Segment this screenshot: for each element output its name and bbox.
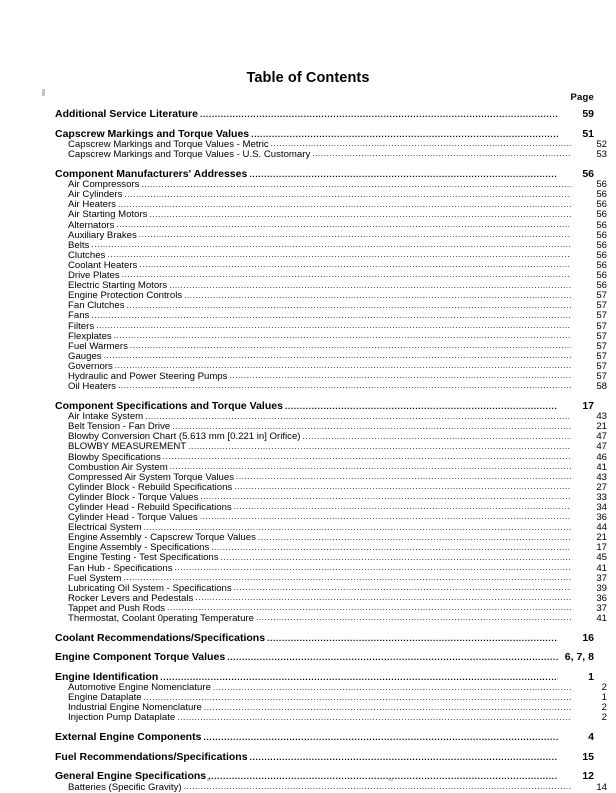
toc-entry-page-number: 57 <box>596 330 607 342</box>
toc-entry-label: Coolant Recommendations/Specifications <box>55 631 266 644</box>
toc-leader-dots <box>229 372 571 380</box>
toc-entry-page-number: 36 <box>596 592 607 604</box>
toc-leader-dots <box>234 584 571 592</box>
toc-leader-dots <box>127 302 571 310</box>
toc-entry-label: Electric Starting Motors <box>68 280 168 292</box>
toc-subsection-entry[interactable] <box>55 291 607 301</box>
toc-entry-label: Cylinder Block - Rebuild Specifications <box>68 481 233 493</box>
toc-subsection-entry[interactable] <box>55 442 607 452</box>
toc-leader-dots <box>184 292 571 300</box>
toc-entry-label: Component Specifications and Torque Values <box>55 399 283 412</box>
toc-entry-label: Alternators <box>68 219 115 231</box>
toc-entry-label: Engine Component Torque Values <box>55 651 226 664</box>
toc-leader-dots <box>234 483 571 491</box>
toc-leader-dots <box>195 594 571 602</box>
toc-entry-label: Air Starting Motors <box>68 209 148 221</box>
toc-subsection-entry[interactable] <box>55 483 607 493</box>
toc-subsection-entry[interactable] <box>55 382 607 392</box>
toc-entry-label: Capscrew Markings and Torque Values - Metric <box>68 139 269 150</box>
toc-entry-label: Drive Plates <box>68 270 120 282</box>
toc-entry-page-number: 56 <box>596 179 607 191</box>
toc-subsection-entry[interactable] <box>55 564 607 574</box>
toc-entry-page-number: 34 <box>596 502 607 513</box>
toc-leader-dots <box>96 322 571 330</box>
toc-chapter-entry[interactable] <box>55 633 594 644</box>
toc-chapter-entry[interactable] <box>55 401 594 412</box>
toc-entry-label: Gauges <box>68 350 102 362</box>
toc-leader-dots <box>170 463 571 471</box>
toc-leader-dots <box>184 783 571 791</box>
toc-entry-label: Cylinder Head - Torque Values <box>68 512 198 524</box>
toc-entry-page-number: 27 <box>596 481 607 493</box>
toc-entry-page-number: 56 <box>582 167 594 180</box>
toc-subsection-entry[interactable] <box>55 372 607 382</box>
toc-entry-page-number: 57 <box>596 310 607 322</box>
toc-leader-dots <box>163 453 571 461</box>
toc-subsection-entry[interactable] <box>55 301 607 311</box>
page-column-header: Page <box>570 92 594 103</box>
toc-entry-label: Coolant Heaters <box>68 259 138 271</box>
toc-leader-dots <box>172 423 571 431</box>
toc-entry-label: Fan Clutches <box>68 300 125 312</box>
toc-entry-label: Engine Assembly - Specifications <box>68 542 210 554</box>
toc-leader-dots <box>116 221 571 229</box>
toc-entry-page-number: 56 <box>596 209 607 221</box>
toc-entry-page-number: 57 <box>596 320 607 332</box>
toc-entry-page-number: 1 <box>601 692 607 704</box>
toc-leader-dots <box>91 312 571 320</box>
toc-entry-label: Blowby Specifications <box>68 451 161 463</box>
toc-chapter-entry[interactable] <box>55 169 594 180</box>
toc-subsection-entry[interactable] <box>55 594 607 604</box>
toc-entry-label: Filters <box>68 320 95 332</box>
toc-entry-page-number: 51 <box>582 127 594 140</box>
toc-leader-dots <box>267 634 558 643</box>
toc-subsection-entry[interactable] <box>55 180 607 190</box>
toc-subsection-entry[interactable] <box>55 453 607 463</box>
toc-leader-dots <box>258 534 571 542</box>
toc-entry-page-number: 57 <box>596 370 607 382</box>
toc-leader-dots <box>250 753 558 762</box>
toc-entry-page-number: 37 <box>596 602 607 614</box>
toc-subsection-entry[interactable] <box>55 210 607 220</box>
toc-entry-page-number: 21 <box>596 532 607 544</box>
toc-entry-label: Capscrew Markings and Torque Values - U.S. Customary <box>68 149 311 161</box>
toc-entry-label: Flexplates <box>68 330 112 342</box>
toc-leader-dots <box>118 201 571 209</box>
toc-leader-dots <box>139 261 571 269</box>
toc-leader-dots <box>271 140 571 148</box>
toc-leader-dots <box>144 694 571 702</box>
toc-leader-dots <box>200 110 558 119</box>
toc-entry-label: Thermostat, Coolant 0perating Temperature <box>68 613 254 625</box>
toc-subsection-entry[interactable] <box>55 221 607 231</box>
toc-leader-dots <box>145 413 571 421</box>
toc-entry-page-number: 56 <box>596 239 607 251</box>
toc-entry-label: Cylinder Head - Rebuild Specifications <box>68 502 232 513</box>
toc-subsection-entry[interactable] <box>55 574 607 584</box>
scan-artifact-speck <box>42 89 45 96</box>
toc-entry-page-number: 56 <box>596 199 607 211</box>
toc-entry-page-number: 41 <box>596 562 607 574</box>
toc-entry-page-number: 57 <box>596 290 607 302</box>
toc-leader-dots <box>141 181 571 189</box>
toc-chapter-entry[interactable] <box>55 752 594 763</box>
toc-entry-label: General Engine Specifications <box>55 770 207 782</box>
toc-entry-page-number: 1 <box>588 670 594 683</box>
toc-leader-dots <box>256 614 571 622</box>
toc-entry-page-number: 57 <box>596 360 607 372</box>
toc-entry-label: Air Heaters <box>68 199 116 211</box>
toc-leader-dots <box>124 191 571 199</box>
toc-leader-dots <box>251 130 558 139</box>
toc-subsection-entry[interactable] <box>55 261 607 271</box>
toc-leader-dots <box>177 714 571 722</box>
toc-entry-label: Compressed Air System Torque Values <box>68 471 235 483</box>
toc-subsection-entry[interactable] <box>55 473 607 483</box>
toc-entry-page-number: 58 <box>596 381 607 393</box>
toc-leader-dots <box>203 733 558 742</box>
toc-subsection-entry[interactable] <box>55 614 607 624</box>
toc-entry-label: Belts <box>68 239 90 251</box>
toc-entry-page-number: 4 <box>588 731 594 743</box>
toc-entry-label: External Engine Components <box>55 731 202 743</box>
toc-entry-label: Clutches <box>68 249 106 261</box>
toc-entry-label: Belt Tension - Fan Drive <box>68 421 171 433</box>
toc-subsection-entry[interactable] <box>55 200 607 210</box>
toc-entry-label: Hydraulic and Power Steering Pumps <box>68 370 228 382</box>
toc-subsection-entry[interactable] <box>55 322 607 332</box>
toc-leader-dots <box>249 170 558 179</box>
toc-entry-page-number: 53 <box>596 149 607 161</box>
toc-entry-label: Capscrew Markings and Torque Values <box>55 127 250 140</box>
toc-leader-dots <box>149 211 571 219</box>
toc-subsection-entry[interactable] <box>55 332 607 342</box>
toc-entry-label: Combustion Air System <box>68 461 168 473</box>
toc-entry-label: Engine Identification <box>55 670 159 683</box>
toc-entry-page-number: 59 <box>582 108 594 120</box>
toc-entry-page-number: 33 <box>596 491 607 503</box>
toc-leader-dots <box>227 653 558 662</box>
toc-leader-dots <box>302 433 571 441</box>
toc-leader-dots <box>122 271 571 279</box>
toc-chapter-entry[interactable] <box>55 109 594 120</box>
toc-entry-page-number: 56 <box>596 280 607 292</box>
toc-entry-label: Automotive Engine Nomenclature <box>68 682 211 694</box>
toc-entry-page-number: 47 <box>596 431 607 443</box>
toc-entry-label: Air Intake System <box>68 411 144 423</box>
toc-entry-page-number: 46 <box>596 451 607 463</box>
toc-leader-dots <box>200 513 571 521</box>
toc-entry-page-number: 12 <box>582 770 594 782</box>
toc-entry-page-number: 15 <box>582 750 594 763</box>
toc-leader-dots <box>91 241 571 249</box>
toc-entry-page-number: 52 <box>596 139 607 150</box>
toc-leader-dots <box>167 604 571 612</box>
toc-entry-page-number: 56 <box>596 259 607 271</box>
toc-entry-label: Engine Assembly - Capscrew Torque Values <box>68 532 256 544</box>
toc-leader-dots <box>234 503 571 511</box>
toc-entry-label: Batteries (Specific Gravity) <box>68 781 182 793</box>
toc-entry-page-number: 57 <box>596 300 607 312</box>
toc-leader-dots <box>211 544 571 552</box>
toc-entry-label: Blowby Conversion Chart (5.613 mm [0.221 in] Orifice) <box>68 431 301 443</box>
toc-entry-label: Air Cylinders <box>68 189 123 201</box>
toc-entry-page-number: 56 <box>596 270 607 282</box>
toc-subsection-entry[interactable] <box>55 783 607 793</box>
toc-leader-dots <box>236 473 571 481</box>
toc-leader-dots <box>221 554 571 562</box>
toc-entry-page-number: 43 <box>596 411 607 423</box>
toc-entry-page-number: 57 <box>596 350 607 362</box>
toc-subsection-entry[interactable] <box>55 553 607 563</box>
toc-subsection-entry[interactable] <box>55 342 607 352</box>
toc-entry-page-number: 14 <box>596 781 607 793</box>
toc-leader-dots <box>175 564 571 572</box>
toc-leader-dots <box>144 524 571 532</box>
toc-subsection-entry[interactable] <box>55 463 607 473</box>
toc-leader-dots <box>123 574 571 582</box>
toc-subsection-entry[interactable] <box>55 231 607 241</box>
toc-leader-dots <box>104 352 571 360</box>
toc-chapter-entry[interactable] <box>55 129 594 140</box>
toc-entry-label: Fan Hub - Specifications <box>68 562 173 574</box>
toc-entry-page-number: 41 <box>596 613 607 625</box>
toc-subsection-entry[interactable] <box>55 190 607 200</box>
toc-entry-label: Tappet and Push Rods <box>68 602 166 614</box>
toc-entry-page-number: 36 <box>596 512 607 524</box>
toc-subsection-entry[interactable] <box>55 271 607 281</box>
toc-subsection-entry[interactable] <box>55 150 607 160</box>
toc-entry-label: Engine Protection Controls <box>68 290 183 302</box>
toc-entry-label: Governors <box>68 360 113 372</box>
toc-subsection-entry[interactable] <box>55 241 607 251</box>
toc-entry-label: Lubricating Oil System - Specifications <box>68 582 232 594</box>
toc-entry-label: Component Manufacturers' Addresses <box>55 167 248 180</box>
toc-entry-page-number: 45 <box>596 552 607 564</box>
toc-entry-page-number: 43 <box>596 471 607 483</box>
toc-chapter-entry[interactable] <box>55 672 594 683</box>
toc-leader-dots <box>200 493 571 501</box>
toc-entry-label: Fuel System <box>68 572 122 584</box>
toc-entry-label: Rocker Levers and Pedestals <box>68 592 194 604</box>
page-title: Table of Contents <box>246 70 370 86</box>
toc-leader-dots <box>115 362 571 370</box>
toc-leader-dots <box>139 231 571 239</box>
toc-entry-label: Fuel Warmers <box>68 340 128 352</box>
toc-leader-dots <box>107 251 571 259</box>
toc-entry-page-number: 21 <box>596 421 607 433</box>
toc-leader-dots <box>285 402 558 411</box>
toc-entry-label: Oil Heaters <box>68 381 116 393</box>
toc-entry-page-number: 56 <box>596 229 607 241</box>
toc-leader-dots <box>312 150 571 158</box>
toc-entry-page-number: 37 <box>596 572 607 584</box>
toc-subsection-entry[interactable] <box>55 362 607 372</box>
toc-subsection-entry[interactable] <box>55 713 607 723</box>
toc-entry-page-number: 6, 7, 8 <box>564 651 594 664</box>
toc-entry-label: Fuel Recommendations/Specifications <box>55 750 248 763</box>
toc-leader-dots <box>204 704 571 712</box>
toc-entry-page-number: 57 <box>596 340 607 352</box>
toc-leader-dots <box>160 673 558 682</box>
toc-entry-page-number: 56 <box>596 219 607 231</box>
toc-entry-page-number: 2 <box>601 712 607 724</box>
toc-leader-dots <box>114 332 571 340</box>
toc-entry-label: Auxiliary Brakes <box>68 229 137 241</box>
table-of-contents-list <box>55 108 607 793</box>
toc-entry-page-number: 16 <box>582 631 594 644</box>
toc-subsection-entry[interactable] <box>55 352 607 362</box>
toc-leader-dots <box>118 382 571 390</box>
toc-entry-page-number: 17 <box>582 399 594 412</box>
toc-leader-dots <box>208 772 558 781</box>
toc-leader-dots <box>169 282 571 290</box>
toc-subsection-entry[interactable] <box>55 584 607 594</box>
toc-entry-label: Engine Dataplate <box>68 692 142 704</box>
toc-leader-dots <box>188 443 571 451</box>
toc-entry-page-number: 39 <box>596 582 607 594</box>
toc-chapter-entry[interactable] <box>55 652 594 663</box>
toc-entry-label: Cylinder Block - Torque Values <box>68 491 199 503</box>
toc-entry-page-number: 41 <box>596 461 607 473</box>
toc-entry-page-number: 47 <box>596 441 607 453</box>
toc-entry-label: Engine Testing - Test Specifications <box>68 552 219 564</box>
toc-chapter-entry[interactable] <box>55 732 594 743</box>
toc-entry-label: Fans <box>68 310 90 322</box>
toc-subsection-entry[interactable] <box>55 311 607 321</box>
toc-entry-page-number: 17 <box>596 542 607 554</box>
toc-entry-label: Industrial Engine Nomenclature <box>68 702 202 714</box>
toc-entry-label: BLOWBY MEASUREMENT <box>68 441 187 453</box>
toc-entry-label: Injection Pump Dataplate <box>68 712 176 724</box>
toc-entry-page-number: 56 <box>596 189 607 201</box>
toc-entry-page-number: 2 <box>601 682 607 694</box>
toc-entry-page-number: 44 <box>596 522 607 534</box>
toc-entry-label: Additional Service Literature <box>55 108 198 120</box>
toc-chapter-entry[interactable] <box>55 771 594 782</box>
toc-leader-dots <box>213 684 571 692</box>
toc-entry-page-number: 2 <box>601 702 607 714</box>
toc-entry-label: Air Compressors <box>68 179 140 191</box>
toc-subsection-entry[interactable] <box>55 251 607 261</box>
toc-entry-label: Electrical System <box>68 522 142 534</box>
toc-leader-dots <box>130 342 571 350</box>
toc-entry-page-number: 56 <box>596 249 607 261</box>
